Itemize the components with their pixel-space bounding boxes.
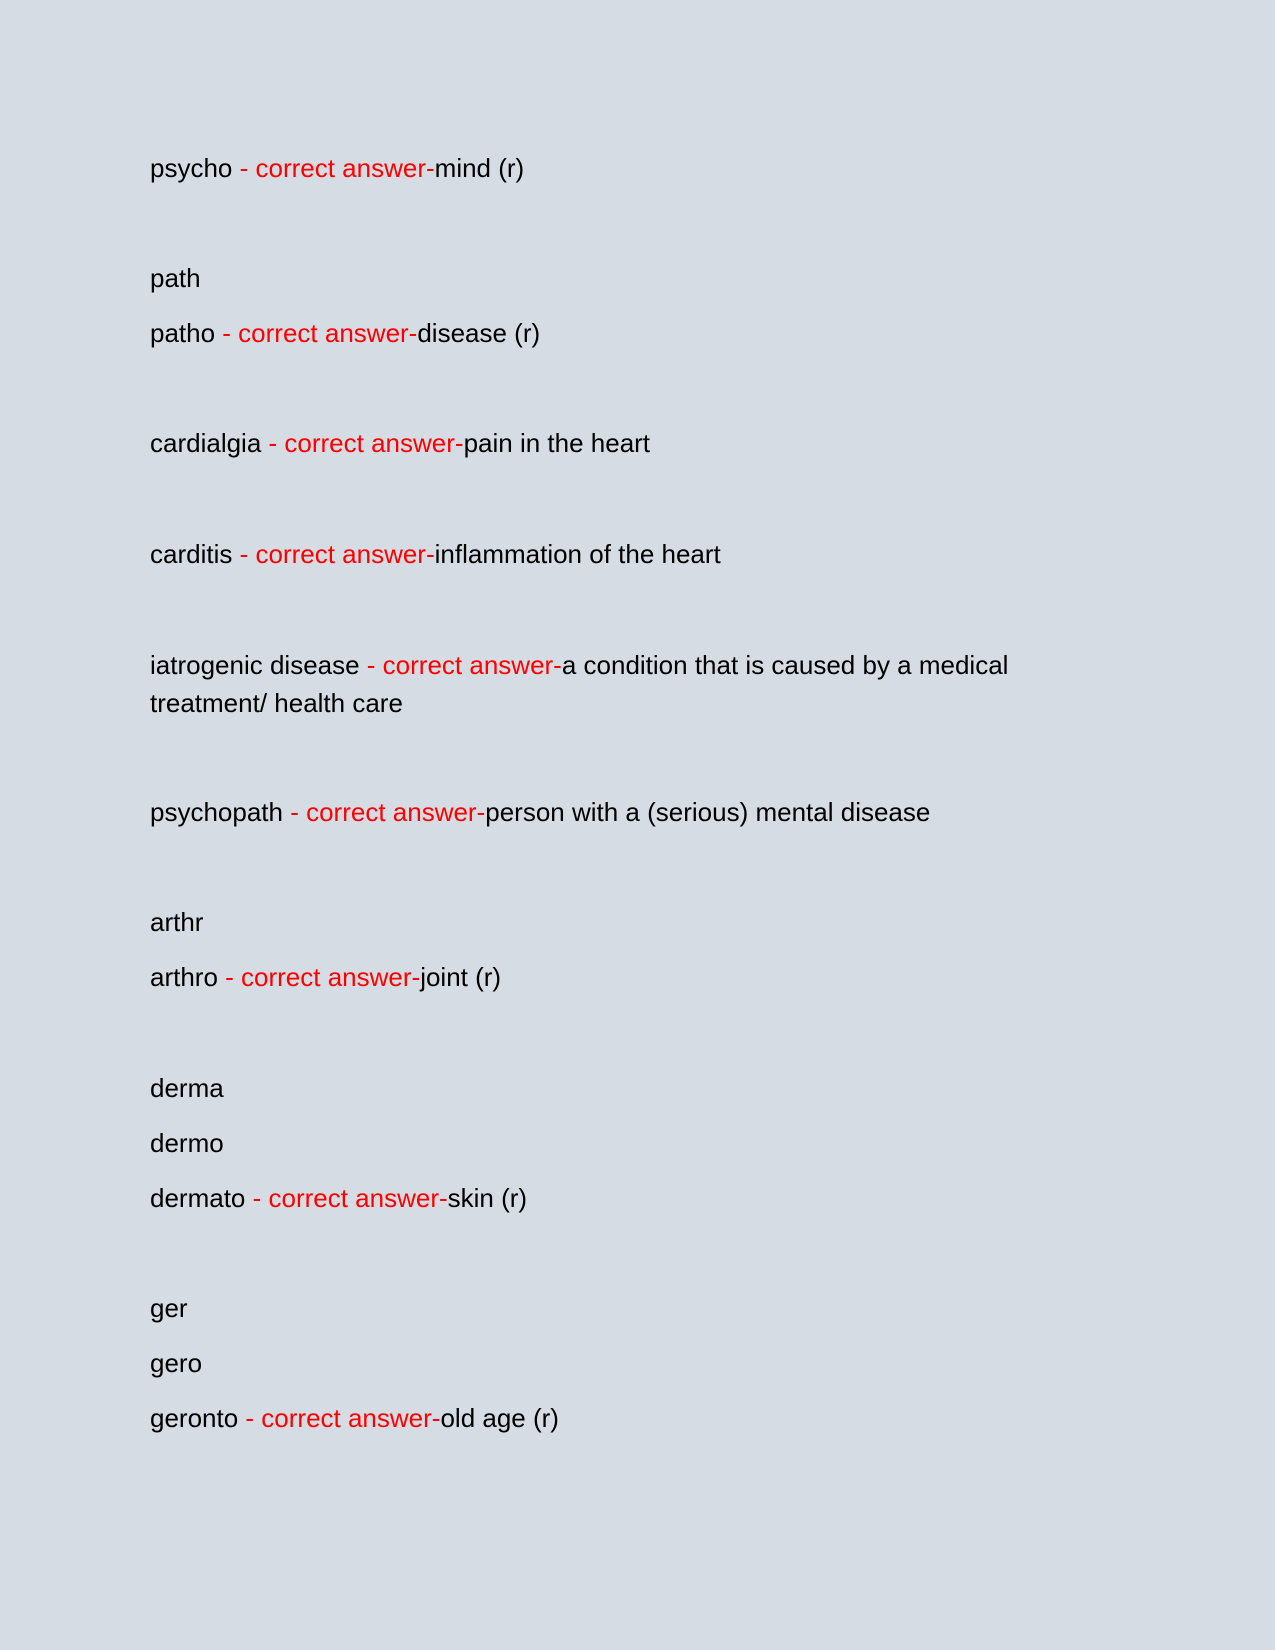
term: dermato [150,1183,246,1213]
answer-separator: - correct answer- [282,797,486,827]
answer: joint (r) [420,962,502,992]
term: iatrogenic disease [150,650,360,680]
answer: person with a (serious) mental disease [485,797,931,827]
answer: skin (r) [447,1183,528,1213]
term: geronto [150,1403,239,1433]
term: carditis [150,539,233,569]
term: psychopath [150,797,283,827]
term: patho [150,318,216,348]
answer: disease (r) [417,318,541,348]
term: arthr [150,907,204,937]
term: gero [150,1348,203,1378]
entry-dermo [150,1127,224,1159]
term: psycho [150,153,233,183]
entry-ger [150,1292,188,1324]
entry-geronto [150,1402,559,1434]
answer: pain in the heart [463,428,651,458]
entry-derma [150,1072,224,1104]
answer: mind (r) [434,153,525,183]
entry-arthr [150,906,203,938]
answer: a condition that is caused by a medical treatment/ health care [150,650,1009,718]
term: derma [150,1073,224,1103]
entry-arthro [150,961,501,993]
term: arthro [150,962,218,992]
answer-separator: - correct answer- [232,539,435,569]
answer: old age (r) [440,1403,559,1433]
term: path [150,263,201,293]
answer-separator: - correct answer- [261,428,464,458]
answer-separator: - correct answer- [245,1183,448,1213]
answer-separator: - correct answer- [238,1403,441,1433]
entry-psychopath [150,796,930,828]
answer: inflammation of the heart [434,539,721,569]
term: dermo [150,1128,224,1158]
term: cardialgia [150,428,262,458]
entry-gero [150,1347,202,1379]
term: ger [150,1293,188,1323]
entry-patho [150,317,540,349]
entry-psycho [150,152,524,184]
answer-separator: - correct answer- [359,650,562,680]
answer-separator: - correct answer- [232,153,435,183]
answer-separator: - correct answer- [217,962,421,992]
entry-dermato [150,1182,527,1214]
answer-separator: - correct answer- [215,318,418,348]
entry-carditis [150,538,721,570]
entry-cardialgia [150,427,650,459]
entry-path [150,262,201,294]
entry-iatrogenic-disease [150,646,1050,722]
